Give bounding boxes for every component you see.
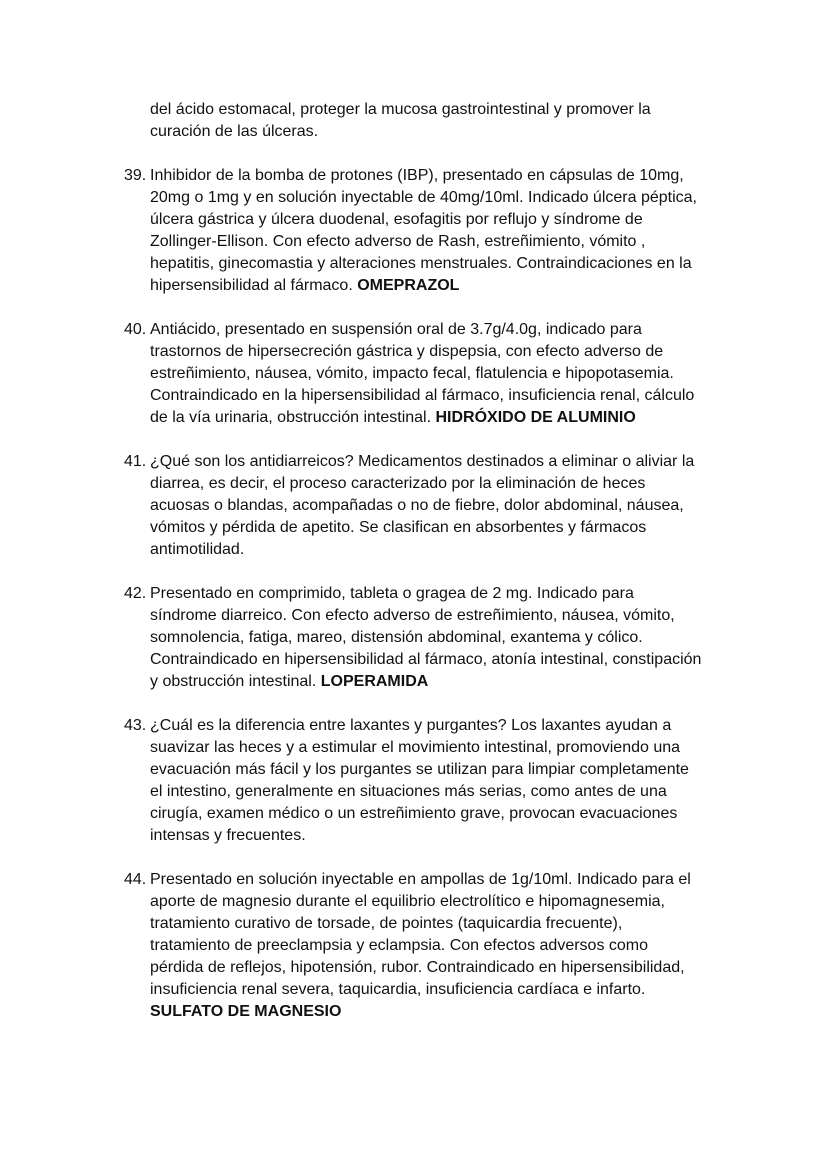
item-number: 44. — [124, 871, 147, 888]
text-line: vómitos y pérdida de apetito. Se clasifican en absorbentes y fármacos — [150, 519, 647, 536]
text-line: diarrea, es decir, el proceso caracterizado por la eliminación de heces — [150, 475, 646, 492]
drug-answer: OMEPRAZOL — [357, 277, 460, 294]
text-line: Presentado en solución inyectable en ampollas de 1g/10ml. Indicado para el — [150, 871, 691, 888]
list-item-44 — [124, 869, 770, 1023]
text-line: insuficiencia renal severa, taquicardia, insuficiencia cardíaca e infarto. — [150, 981, 646, 998]
text-line: tratamiento curativo de torsade, de pointes (taquicardia frecuente), — [150, 915, 623, 932]
text-line: cirugía, examen médico o un estreñimiento grave, provocan evacuaciones — [150, 805, 678, 822]
list-item-40 — [124, 319, 770, 429]
text-line: Contraindicado en la hipersensibilidad al fármaco, insuficiencia renal, cálculo — [150, 387, 695, 404]
continuation-paragraph — [150, 99, 770, 143]
list-item-42 — [124, 583, 770, 693]
text-line-with-answer — [150, 671, 770, 693]
text-line-with-answer — [150, 1001, 770, 1023]
item-number: 42. — [124, 585, 147, 602]
text-line: estreñimiento, náusea, vómito, impacto fecal, flatulencia e hipopotasemia. — [150, 365, 674, 382]
text-line: Inhibidor de la bomba de protones (IBP), presentado en cápsulas de 10mg, — [150, 167, 684, 184]
text-line: intensas y frecuentes. — [150, 827, 306, 844]
text-line: tratamiento de preeclampsia y eclampsia. Con efectos adversos como — [150, 937, 649, 954]
drug-answer: SULFATO DE MAGNESIO — [150, 1003, 342, 1020]
text-line-with-answer — [150, 275, 770, 297]
text-line: Contraindicado en hipersensibilidad al fármaco, atonía intestinal, constipación — [150, 651, 702, 668]
text-line: evacuación más fácil y los purgantes se utilizan para limpiar completamente — [150, 761, 689, 778]
text-line: del ácido estomacal, proteger la mucosa gastrointestinal y promover la — [150, 101, 651, 118]
text-line: hepatitis, ginecomastia y alteraciones menstruales. Contraindicaciones en la — [150, 255, 692, 272]
item-number: 41. — [124, 453, 147, 470]
item-number: 43. — [124, 717, 147, 734]
item-number: 39. — [124, 167, 147, 184]
text-line: Presentado en comprimido, tableta o gragea de 2 mg. Indicado para — [150, 585, 634, 602]
item-number: 40. — [124, 321, 147, 338]
text-line: acuosas o blandas, acompañadas o no de fiebre, dolor abdominal, náusea, — [150, 497, 684, 514]
text-line: Zollinger-Ellison. Con efecto adverso de Rash, estreñimiento, vómito , — [150, 233, 646, 250]
text-line-with-answer — [150, 407, 770, 429]
text-line: curación de las úlceras. — [150, 123, 319, 140]
text-segment: hipersensibilidad al fármaco. — [150, 277, 358, 294]
text-line: antimotilidad. — [150, 541, 245, 558]
text-line: úlcera gástrica y úlcera duodenal, esofagitis por reflujo y síndrome de — [150, 211, 643, 228]
text-line: suavizar las heces y a estimular el movimiento intestinal, promoviendo una — [150, 739, 681, 756]
text-line: 20mg o 1mg y en solución inyectable de 40mg/10ml. Indicado úlcera péptica, — [150, 189, 697, 206]
text-line: somnolencia, fatiga, mareo, distensión abdominal, exantema y cólico. — [150, 629, 643, 646]
text-line: trastornos de hipersecreción gástrica y dispepsia, con efecto adverso de — [150, 343, 664, 360]
text-line: ¿Qué son los antidiarreicos? Medicamentos destinados a eliminar o aliviar la — [150, 453, 695, 470]
text-line: aporte de magnesio durante el equilibrio electrolítico e hipomagnesemia, — [150, 893, 665, 910]
drug-answer: HIDRÓXIDO DE ALUMINIO — [435, 409, 636, 426]
list-item-41 — [124, 451, 770, 561]
text-line: pérdida de reflejos, hipotensión, rubor. Contraindicado en hipersensibilidad, — [150, 959, 685, 976]
text-segment: de la vía urinaria, obstrucción intestinal. — [150, 409, 436, 426]
text-line: ¿Cuál es la diferencia entre laxantes y purgantes? Los laxantes ayudan a — [150, 717, 672, 734]
list-item-39 — [124, 165, 770, 297]
text-line: el intestino, generalmente en situaciones más serias, como antes de una — [150, 783, 667, 800]
text-line: síndrome diarreico. Con efecto adverso de estreñimiento, náusea, vómito, — [150, 607, 675, 624]
text-segment: y obstrucción intestinal. — [150, 673, 321, 690]
text-line: Antiácido, presentado en suspensión oral de 3.7g/4.0g, indicado para — [150, 321, 642, 338]
list-item-43 — [124, 715, 770, 847]
drug-answer: LOPERAMIDA — [320, 673, 429, 690]
